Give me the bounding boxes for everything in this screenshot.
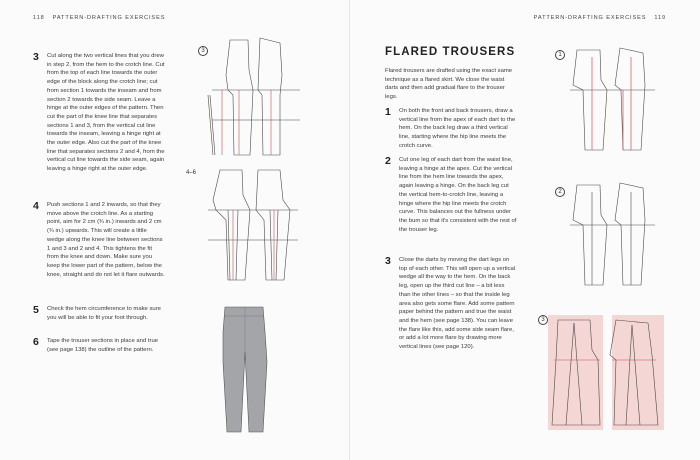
flared-step2-diagram — [565, 180, 665, 290]
step-number: 5 — [33, 304, 39, 316]
left-step-3 — [33, 52, 165, 174]
right-step-3 — [385, 256, 517, 352]
right-page — [350, 0, 700, 460]
right-step-2 — [385, 156, 517, 234]
step-text: Cut along the two vertical lines that you drew in step 2, from the hem to the crotch line. Cut from the top of each line towards the outer edge of the block along the crotch line; cut from section 1 towards the inseam and from section 2 towards the side seam. Leave a hinge at the outer edges of the pattern. Then cut the part of the knee line that separates sections 1 and 3, from the vertical cut line towards the inseam, leaving a hinge right at the outer edge. Also cut the part of the knee line that separates sections 2 and 4, from the vertical cut line towards the side seam, again leaving a hinge right at the outer edge. — [47, 53, 165, 173]
step-text: Push sections 1 and 2 inwards, so that they move above the crotch line. As a starting point, aim for 2 cm (¾ in.) inwards and 2 cm (¾ in.) upwards. This will create a little wedge along the knee line between sections 1 and 3 and 2 and 4. This tightens the fit from the knee and down. Make sure you keep the lower part of the pattern, below the knee, straight and do not let it flare outwards. — [47, 202, 165, 278]
trouser-cut-diagram — [200, 35, 310, 160]
step-text: Check the hem circumference to make sure you will be able to fit your foot through. — [47, 306, 161, 321]
left-running-head — [33, 15, 165, 21]
left-page-number: 118 — [33, 15, 45, 21]
left-running-head-text: PATTERN-DRAFTING EXERCISES — [52, 15, 166, 21]
step-number: 1 — [385, 106, 391, 118]
figure-label-4-6: 4–6 — [186, 170, 197, 176]
right-running-head-text: PATTERN-DRAFTING EXERCISES — [533, 15, 647, 21]
step-number: 6 — [33, 336, 39, 348]
right-page-number: 119 — [654, 15, 666, 21]
step-number: 4 — [33, 200, 39, 212]
step-text: Tape the trouser sections in place and true (see page 138) the outline of the pattern. — [47, 338, 159, 353]
finished-trouser-illustration — [215, 302, 275, 437]
step-number: 3 — [33, 51, 39, 63]
flared-step1-diagram — [565, 45, 665, 155]
figure-label-2: 2 — [555, 187, 565, 197]
flared-step3-diagram — [548, 315, 668, 430]
left-step-6 — [33, 337, 165, 354]
figure-label-1: 1 — [555, 50, 565, 60]
step-text: Close the darts by moving the dart legs on top of each other. This will open up a vertical wedge all the way to the hem. On the back leg, open up the third cut line – a bit less than the other lines – so that the inside leg area also gets some flare. Add some pattern paper behind the pattern and true the waist and the hem (see page 138). You can leave the flare like this, add some side seam flare, or add a lot more flare by drawing more vertical lines (see page 120). — [399, 257, 516, 351]
left-step-4 — [33, 201, 165, 279]
step-text: Cut one leg of each dart from the waist line, leaving a hinge at the apex. Cut the vertical line from the hem line towards the apex, again leaving a hinge. On the back leg cut the vertical hem-to-crotch line, leaving a hinge where the hip line meets the crotch curve. This balances out the fullness under the bum so that it's consistent with the rest of the trouser leg. — [399, 157, 517, 233]
section-intro: Flared trousers are drafted using the exact same technique as a flared skirt. We close the waist darts and then add gradual flare to the trouser legs. — [385, 68, 513, 101]
figure-label-3-right: 3 — [538, 315, 548, 325]
right-running-head — [534, 15, 666, 21]
right-step-1 — [385, 107, 517, 151]
figure-label-3: 3 — [198, 46, 208, 56]
trouser-adjusted-diagram — [198, 165, 313, 290]
step-number: 3 — [385, 255, 391, 267]
left-step-5 — [33, 305, 165, 322]
step-text: On both the front and back trousers, draw a vertical line from the apex of each dart to the hem. On the back leg draw a third vertical line, starting where the hip line meets the crotch curve. — [399, 108, 516, 149]
section-title: FLARED TROUSERS — [385, 46, 516, 58]
step-number: 2 — [385, 155, 391, 167]
